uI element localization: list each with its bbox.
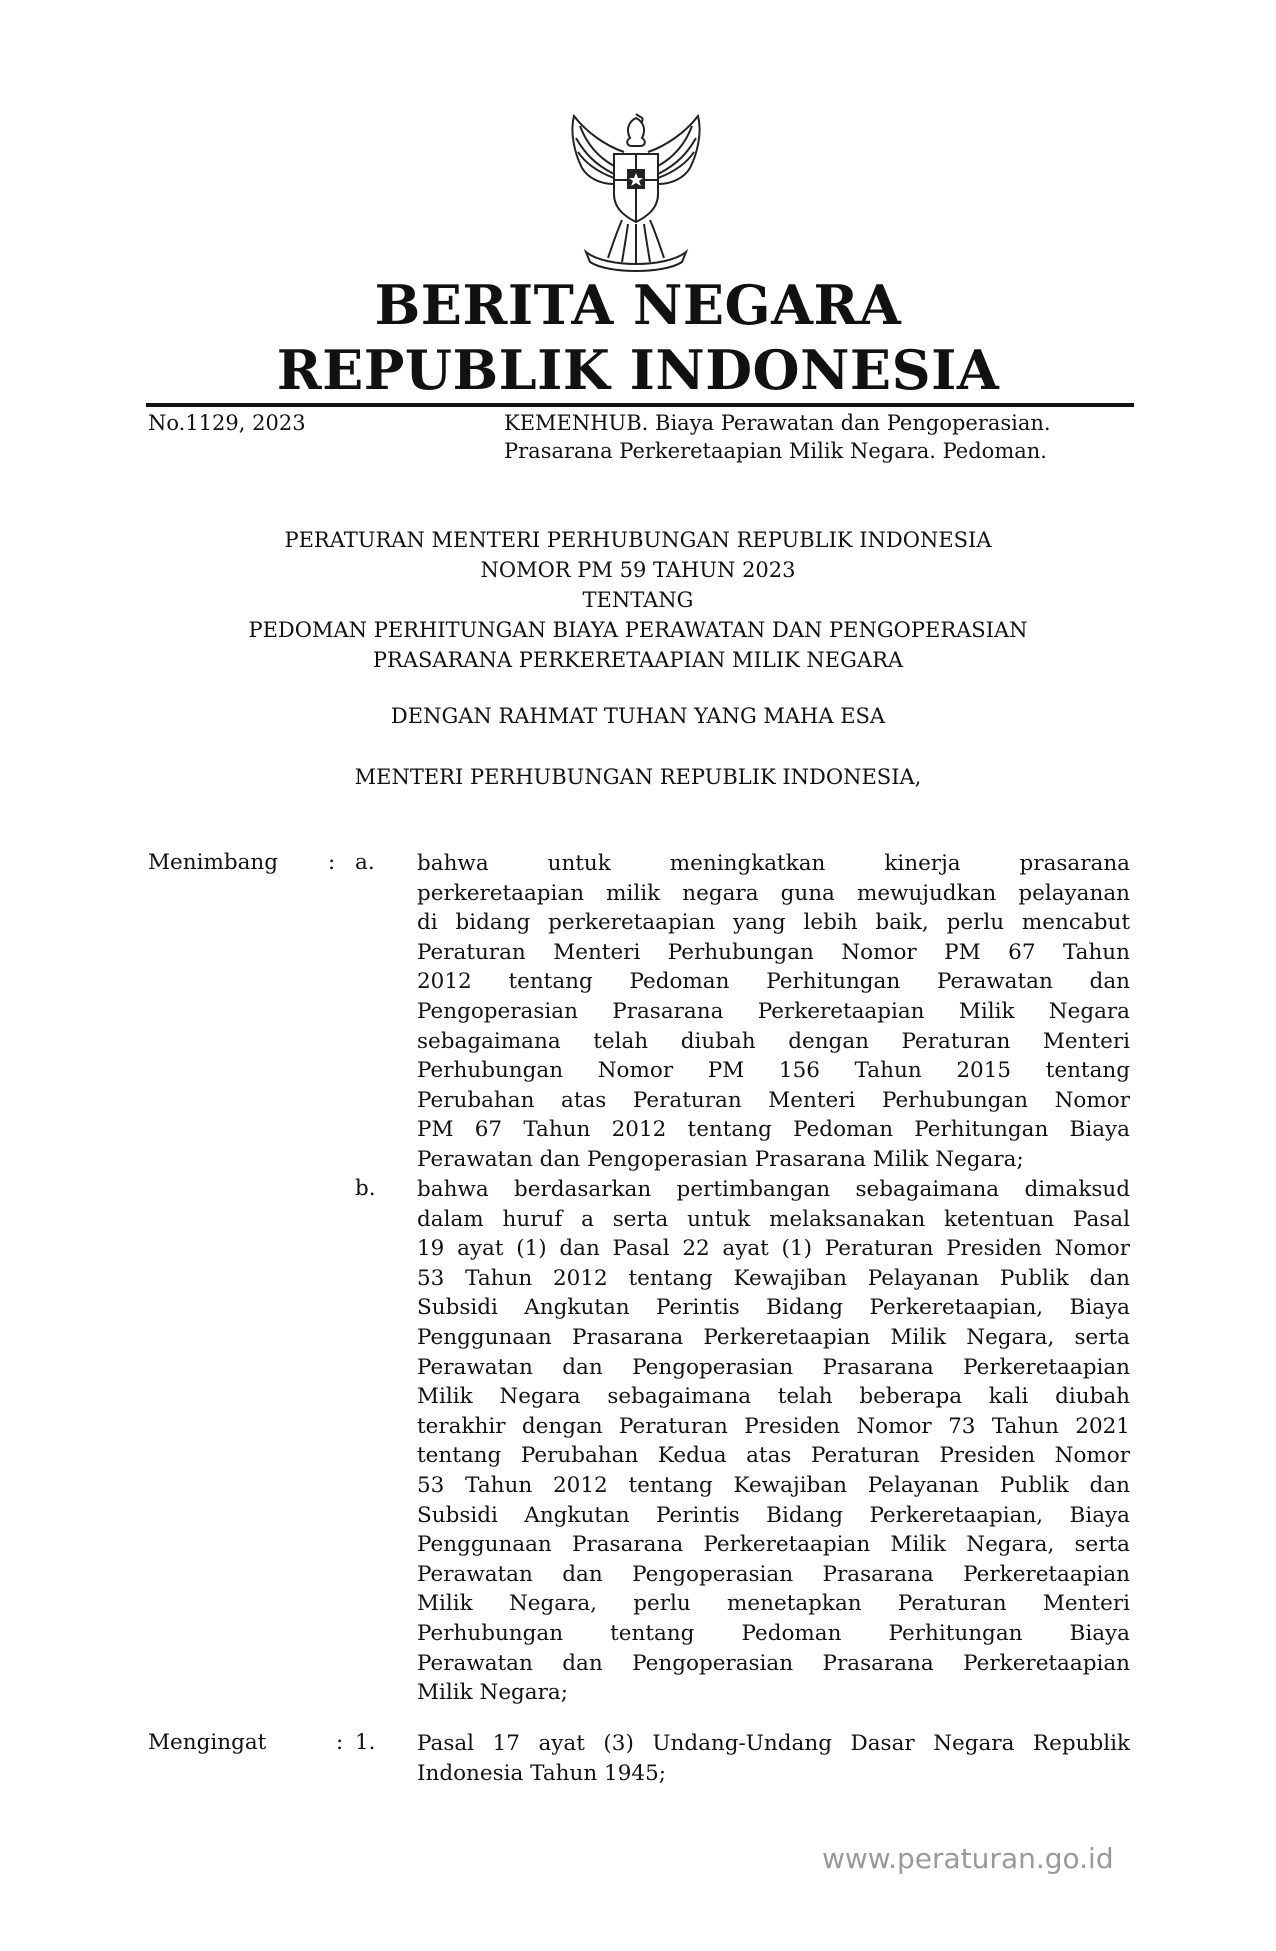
menimbang-label: Menimbang [148,850,279,875]
text-line: Pasal 17 ayat (3) Undang-Undang Dasar Negara Republik [417,1731,1130,1756]
menimbang-colon: : [328,850,336,875]
header-rule [146,403,1134,407]
text-line: PM 67 Tahun 2012 tentang Pedoman Perhitungan Biaya [417,1117,1130,1143]
text-line: Perubahan atas Peraturan Menteri Perhubungan Nomor [417,1087,1130,1113]
text-line: Subsidi Angkutan Perintis Bidang Perkeretaapian, Biaya [417,1502,1130,1528]
menimbang-item-b [417,1175,1130,1708]
text-line: tentang Perubahan Kedua atas Peraturan Presiden Nomor [417,1443,1130,1469]
text-line: Penggunaan Prasarana Perkeretaapian Milik Negara, serta [417,1532,1130,1558]
source-watermark: www.peraturan.go.id [822,1842,1114,1875]
mengingat-colon: : [336,1730,344,1755]
item-marker: b. [355,1176,376,1201]
title-line: PERATURAN MENTERI PERHUBUNGAN REPUBLIK INDONESIA [284,528,992,552]
text-line: sebagaimana telah diubah dengan Peraturan Menteri [417,1028,1130,1054]
text-line: Milik Negara, perlu menetapkan Peraturan Menteri [417,1591,1130,1617]
title-line: NOMOR PM 59 TAHUN 2023 [480,558,796,582]
text-line: 19 ayat (1) dan Pasal 22 ayat (1) Peraturan Presiden Nomor [417,1236,1130,1262]
text-line: Milik Negara; [417,1680,568,1706]
text-line: terakhir dengan Peraturan Presiden Nomor 73 Tahun 2021 [417,1413,1130,1439]
text-line: Perawatan dan Pengoperasian Prasarana Perkeretaapian [417,1561,1130,1587]
text-line: Milik Negara sebagaimana telah beberapa kali diubah [417,1384,1130,1410]
mengingat-item-1 [417,1729,1130,1788]
text-line: Pengoperasian Prasarana Perkeretaapian Milik Negara [417,998,1130,1024]
title-line: TENTANG [582,588,694,612]
text-line: perkeretaapian milik negara guna mewujudkan pelayanan [417,880,1130,906]
text-line: Indonesia Tahun 1945; [417,1760,667,1786]
text-line: Perhubungan tentang Pedoman Perhitungan Biaya [417,1620,1130,1646]
text-line: Perawatan dan Pengoperasian Prasarana Perkeretaapian [417,1650,1130,1676]
title-line: PEDOMAN PERHITUNGAN BIAYA PERAWATAN DAN PENGOPERASIAN [248,618,1028,642]
authority-line: MENTERI PERHUBUNGAN REPUBLIK INDONESIA, [354,765,922,789]
title-line: PRASARANA PERKERETAAPIAN MILIK NEGARA [372,648,904,672]
item-marker: a. [355,850,375,875]
text-line: Perhubungan Nomor PM 156 Tahun 2015 tentang [417,1058,1130,1084]
text-line: 53 Tahun 2012 tentang Kewajiban Pelayanan Publik dan [417,1265,1130,1291]
text-line: bahwa untuk meningkatkan kinerja prasarana [417,851,1130,876]
text-line: Penggunaan Prasarana Perkeretaapian Milik Negara, serta [417,1324,1130,1350]
text-line: Perawatan dan Pengoperasian Prasarana Perkeretaapian [417,1354,1130,1380]
menimbang-item-a [417,849,1130,1175]
garuda-emblem-icon [556,112,716,272]
regulation-title [0,525,1276,675]
gazette-subject-line1: KEMENHUB. Biaya Perawatan dan Pengoperasian. [504,411,1051,435]
blessing-line: DENGAN RAHMAT TUHAN YANG MAHA ESA [390,704,886,728]
text-line: 53 Tahun 2012 tentang Kewajiban Pelayanan Publik dan [417,1472,1130,1498]
text-line: bahwa berdasarkan pertimbangan sebagaimana dimaksud [417,1177,1130,1202]
mengingat-label: Mengingat [148,1730,267,1755]
text-line: 2012 tentang Pedoman Perhitungan Perawatan dan [417,969,1130,995]
text-line: Peraturan Menteri Perhubungan Nomor PM 67 Tahun [417,939,1130,965]
text-line: Perawatan dan Pengoperasian Prasarana Milik Negara; [417,1146,1024,1172]
text-line: Subsidi Angkutan Perintis Bidang Perkeretaapian, Biaya [417,1295,1130,1321]
gazette-subject-line2: Prasarana Perkeretaapian Milik Negara. Pedoman. [504,439,1047,463]
text-line: di bidang perkeretaapian yang lebih baik, perlu mencabut [417,910,1130,936]
masthead-title: BERITA NEGARA [374,273,902,337]
masthead-subtitle: REPUBLIK INDONESIA [276,338,1000,402]
gazette-number: No.1129, 2023 [148,411,306,435]
text-line: dalam huruf a serta untuk melaksanakan ketentuan Pasal [417,1206,1130,1232]
item-marker: 1. [355,1730,376,1755]
